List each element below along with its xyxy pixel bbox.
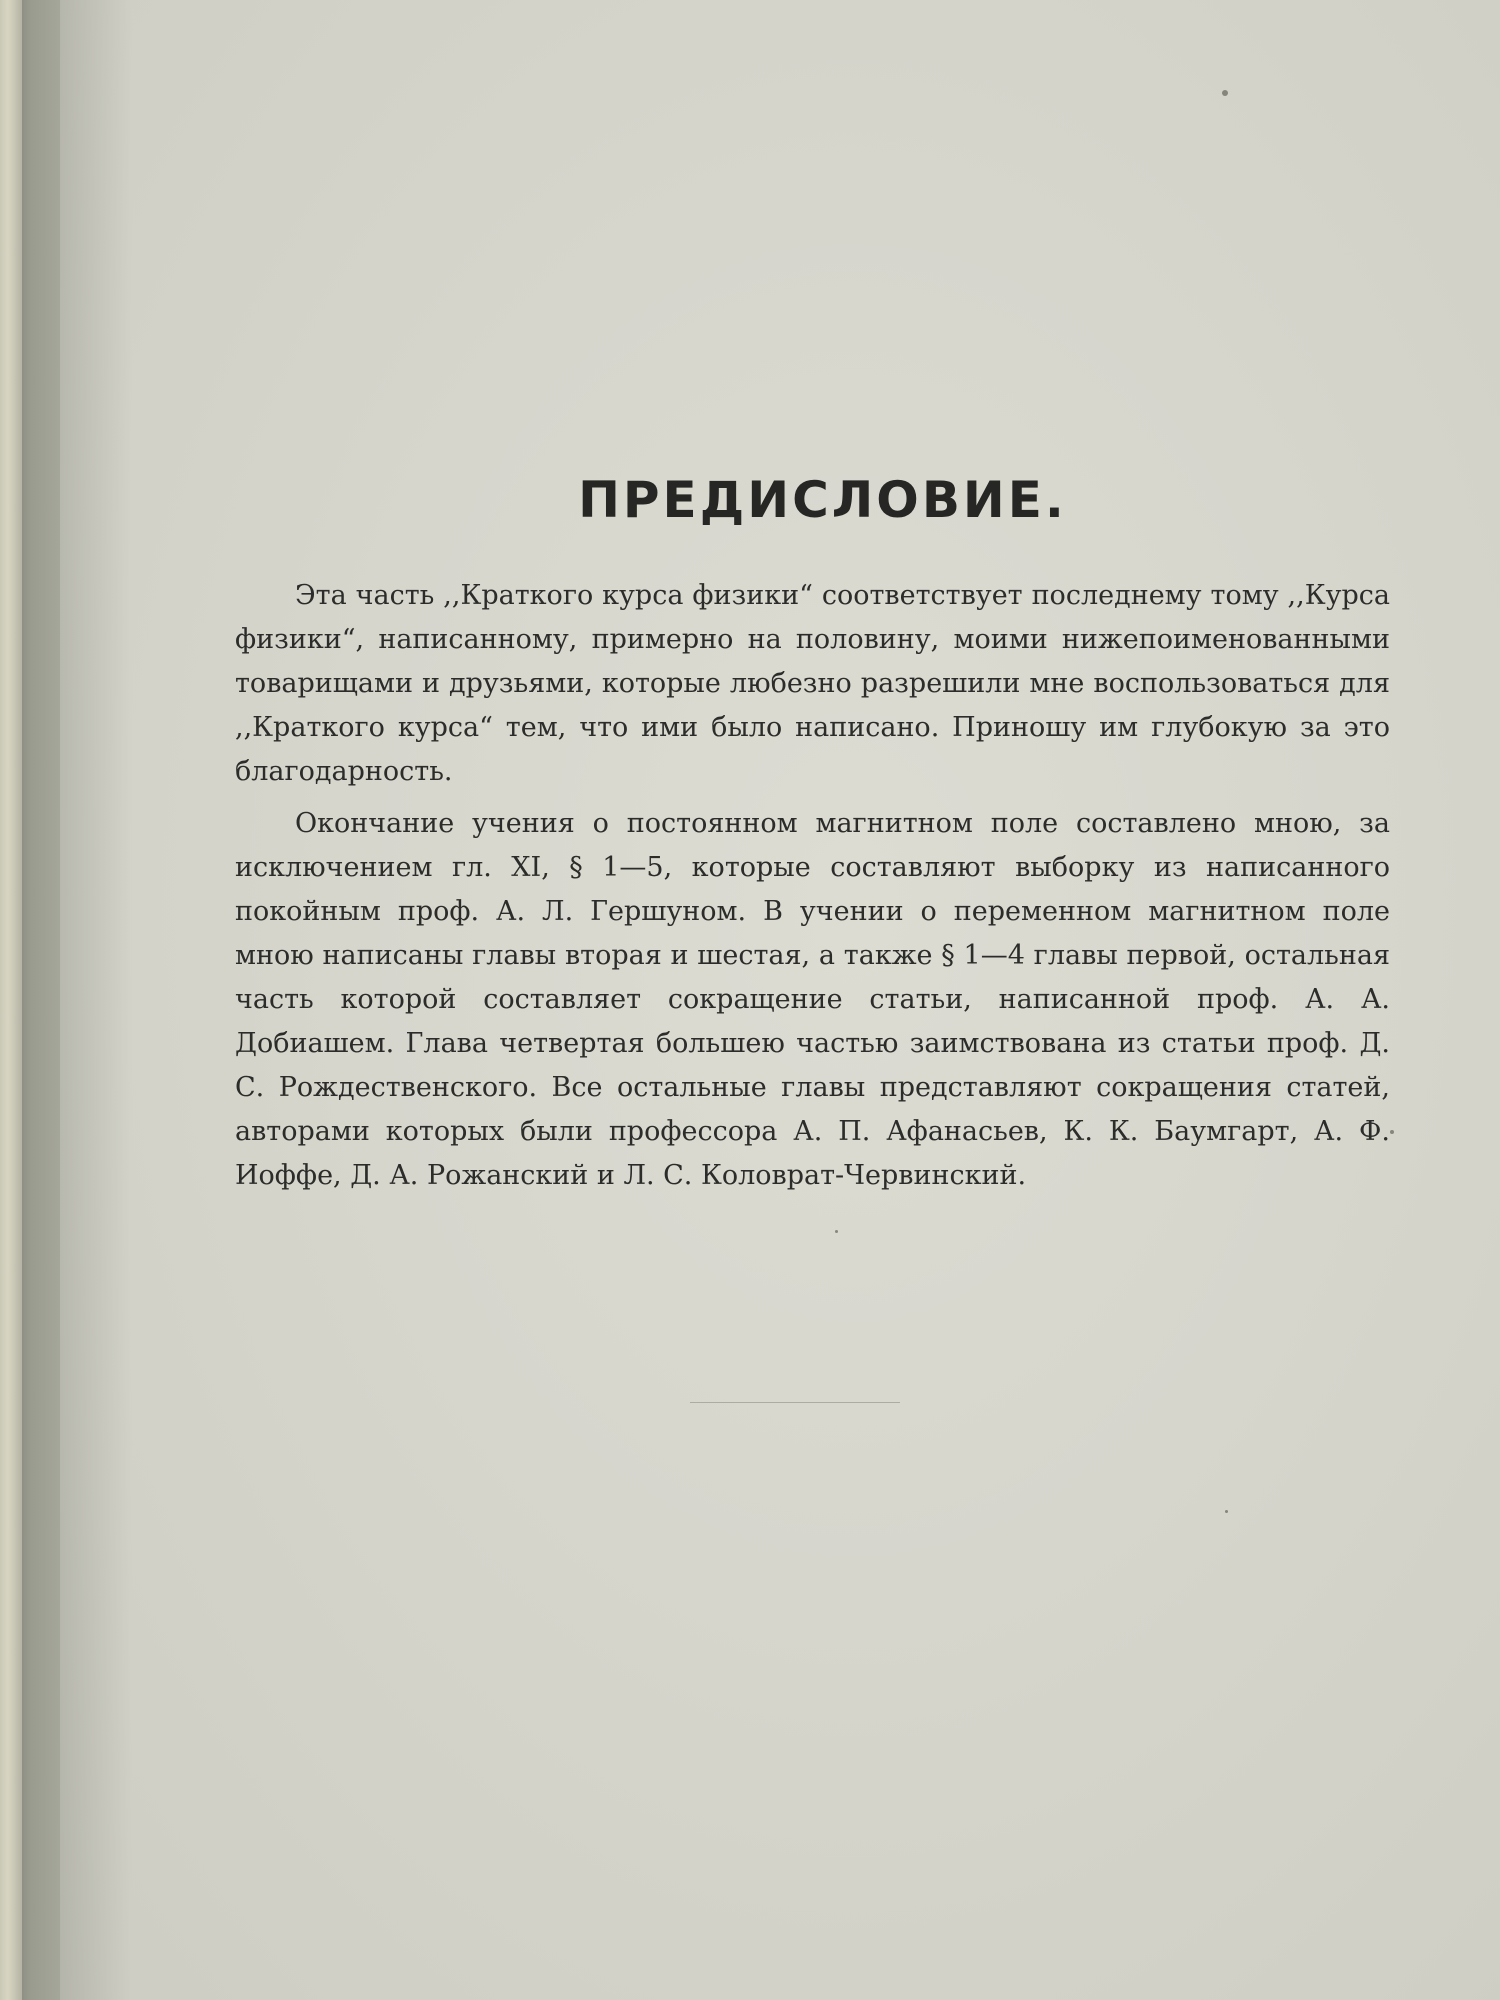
paper-speck xyxy=(1390,1130,1394,1134)
paper-speck xyxy=(1225,1510,1228,1513)
paragraph: Окончание учения о постоянном магнитном поле составлено мною, за исключением гл. XI, § 1—5, которые составляют выборку из написанного покойным проф. А. Л. Гершуном. В учении о переменном магнитном поле мною написаны главы вторая и шестая, а также § 1—4 главы первой, остальная часть которой составляет сокращение статьи, написанной проф. А. А. Добиашем. Глава четвертая большею частью заимствована из статьи проф. Д. С. Рождественского. Все остальные главы представляют сокращения статей, авторами которых были профессора А. П. Афанасьев, К. К. Баумгарт, А. Ф. Иоффе, Д. А. Рожанский и Л. С. Коловрат-Червинский. xyxy=(235,808,1390,1191)
paper-speck xyxy=(835,1230,838,1233)
book-page xyxy=(60,0,1500,2000)
faint-divider-line xyxy=(690,1402,900,1403)
page-title: ПРЕДИСЛОВИЕ. xyxy=(578,471,1067,529)
gutter-shadow xyxy=(22,0,132,2000)
paragraph: Эта часть ,,Краткого курса физики“ соответствует последнему тому ,,Курса физики“, написанному, примерно на половину, моими нижепоименованными товарищами и друзьями, которые любезно разрешили мне воспользоваться для ,,Краткого курса“ тем, что ими было написано. Приношу им глубокую за это благодарность. xyxy=(235,580,1390,787)
preface-text xyxy=(235,470,1390,1206)
book-cover-edge xyxy=(0,0,22,2000)
paper-speck xyxy=(1222,90,1228,96)
